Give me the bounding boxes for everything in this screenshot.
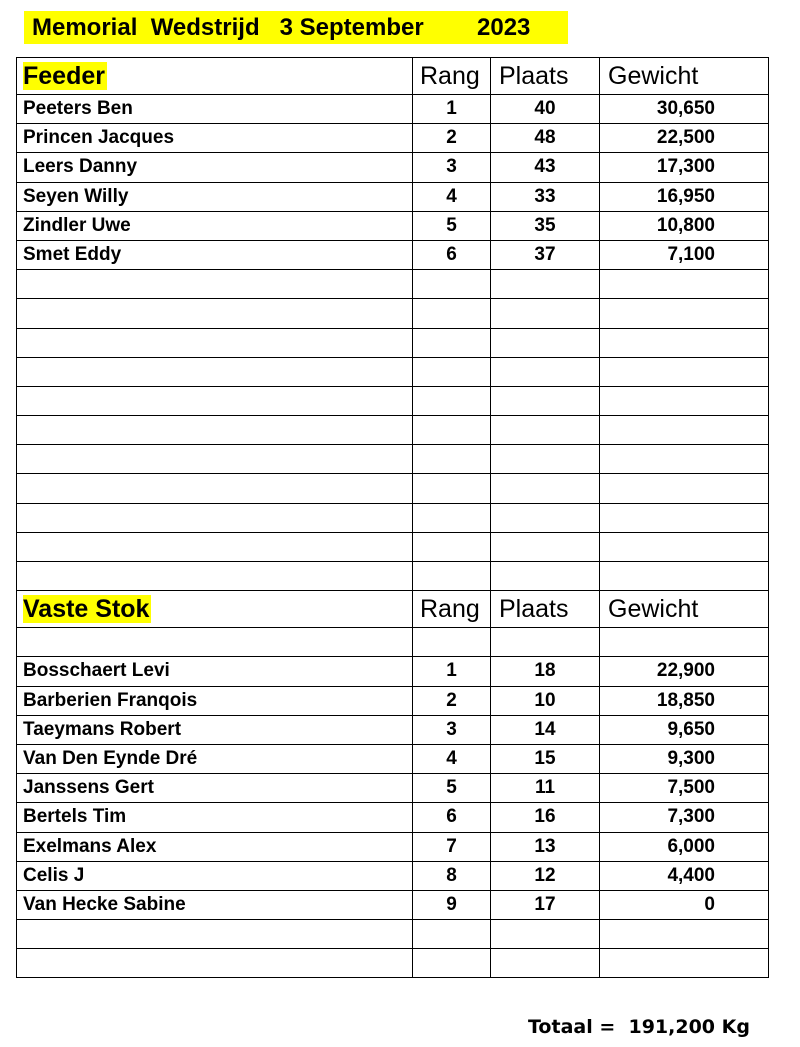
empty-row (17, 949, 769, 978)
name-cell: Bosschaert Levi (17, 657, 413, 686)
name-cell: Bertels Tim (17, 803, 413, 832)
name-cell: Van Den Eynde Dré (17, 744, 413, 773)
empty-row (17, 562, 769, 591)
vaste-stok-row (17, 657, 769, 686)
rang-cell: 7 (413, 832, 491, 861)
empty-row (17, 920, 769, 949)
name-cell: Peeters Ben (17, 95, 413, 124)
rang-cell: 6 (413, 240, 491, 269)
feeder-row (17, 124, 769, 153)
vaste-stok-heading: Vaste Stok (23, 594, 150, 623)
gewicht-cell: 16,950 (600, 182, 769, 211)
feeder-row (17, 211, 769, 240)
name-cell: Exelmans Alex (17, 832, 413, 861)
empty-row (17, 328, 769, 357)
empty-row (17, 416, 769, 445)
plaats-cell: 15 (491, 744, 600, 773)
gewicht-cell: 17,300 (600, 153, 769, 182)
name-cell: Janssens Gert (17, 774, 413, 803)
feeder-row (17, 153, 769, 182)
vaste-stok-row (17, 803, 769, 832)
plaats-cell: 37 (491, 240, 600, 269)
empty-row (17, 474, 769, 503)
vaste-stok-row (17, 744, 769, 773)
empty-row (17, 299, 769, 328)
plaats-cell: 48 (491, 124, 600, 153)
gewicht-cell: 4,400 (600, 861, 769, 890)
empty-row (17, 270, 769, 299)
empty-row (17, 532, 769, 561)
feeder-header-row (17, 58, 769, 95)
name-cell: Van Hecke Sabine (17, 890, 413, 919)
feeder-heading: Feeder (23, 61, 105, 90)
rang-cell: 1 (413, 657, 491, 686)
gewicht-cell: 9,650 (600, 715, 769, 744)
plaats-cell: 11 (491, 774, 600, 803)
gewicht-cell: 7,300 (600, 803, 769, 832)
plaats-column-header: Plaats (491, 58, 600, 95)
gewicht-column-header: Gewicht (600, 591, 769, 628)
rang-cell: 5 (413, 211, 491, 240)
feeder-row (17, 95, 769, 124)
gewicht-cell: 0 (600, 890, 769, 919)
results-table-body (17, 58, 769, 978)
rang-column-header: Rang (413, 58, 491, 95)
plaats-cell: 13 (491, 832, 600, 861)
plaats-cell: 10 (491, 686, 600, 715)
rang-column-header: Rang (413, 591, 491, 628)
feeder-heading-cell (17, 58, 413, 95)
vaste-stok-row (17, 861, 769, 890)
rang-cell: 3 (413, 715, 491, 744)
name-cell: Barberien Franqois (17, 686, 413, 715)
plaats-column-header: Plaats (491, 591, 600, 628)
name-cell: Leers Danny (17, 153, 413, 182)
vaste-stok-header-row (17, 591, 769, 628)
rang-cell: 8 (413, 861, 491, 890)
empty-row (17, 357, 769, 386)
vaste-stok-row (17, 715, 769, 744)
feeder-row (17, 240, 769, 269)
empty-row (17, 445, 769, 474)
rang-cell: 5 (413, 774, 491, 803)
plaats-cell: 18 (491, 657, 600, 686)
gewicht-column-header: Gewicht (600, 58, 769, 95)
name-cell: Seyen Willy (17, 182, 413, 211)
rang-cell: 4 (413, 744, 491, 773)
results-table (16, 57, 769, 978)
vaste-stok-row (17, 774, 769, 803)
empty-row (17, 503, 769, 532)
plaats-cell: 16 (491, 803, 600, 832)
gewicht-cell: 6,000 (600, 832, 769, 861)
rang-cell: 9 (413, 890, 491, 919)
gewicht-cell: 7,100 (600, 240, 769, 269)
empty-row (17, 628, 769, 657)
plaats-cell: 35 (491, 211, 600, 240)
gewicht-cell: 7,500 (600, 774, 769, 803)
gewicht-cell: 22,900 (600, 657, 769, 686)
empty-row (17, 386, 769, 415)
gewicht-cell: 18,850 (600, 686, 769, 715)
vaste-stok-row (17, 686, 769, 715)
name-cell: Celis J (17, 861, 413, 890)
rang-cell: 6 (413, 803, 491, 832)
total-weight: Totaal = 191,200 Kg (528, 1016, 750, 1038)
vaste-stok-row (17, 832, 769, 861)
feeder-row (17, 182, 769, 211)
name-cell: Smet Eddy (17, 240, 413, 269)
rang-cell: 2 (413, 686, 491, 715)
plaats-cell: 43 (491, 153, 600, 182)
rang-cell: 4 (413, 182, 491, 211)
plaats-cell: 17 (491, 890, 600, 919)
plaats-cell: 14 (491, 715, 600, 744)
vaste-stok-row (17, 890, 769, 919)
rang-cell: 2 (413, 124, 491, 153)
plaats-cell: 12 (491, 861, 600, 890)
rang-cell: 1 (413, 95, 491, 124)
gewicht-cell: 22,500 (600, 124, 769, 153)
plaats-cell: 33 (491, 182, 600, 211)
gewicht-cell: 30,650 (600, 95, 769, 124)
page-title: Memorial Wedstrijd 3 September 2023 (24, 11, 568, 44)
name-cell: Zindler Uwe (17, 211, 413, 240)
gewicht-cell: 10,800 (600, 211, 769, 240)
gewicht-cell: 9,300 (600, 744, 769, 773)
plaats-cell: 40 (491, 95, 600, 124)
rang-cell: 3 (413, 153, 491, 182)
name-cell: Taeymans Robert (17, 715, 413, 744)
name-cell: Princen Jacques (17, 124, 413, 153)
vaste-stok-heading-cell (17, 591, 413, 628)
